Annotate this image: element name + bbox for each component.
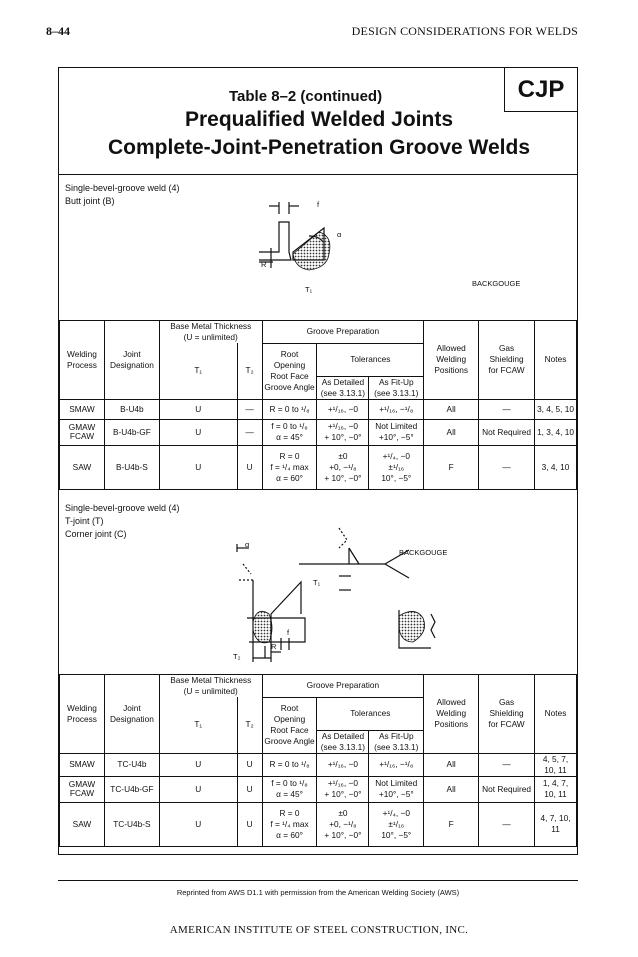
col-gas-shielding: Gas Shielding for FCAW: [479, 343, 535, 376]
t-joint-diagram: [209, 518, 539, 666]
col-T1: T₁: [159, 343, 237, 399]
butt-joint-diagram: [249, 192, 549, 310]
label-f-2: f: [287, 628, 290, 637]
table-row: SMAW B-U4b U — R = 0 to ¹/₈ +¹/₁₆, −0 +¹/₁₆, −¹/₈ All — 3, 4, 5, 10: [60, 399, 577, 419]
table-label: Table 8–2 (continued): [229, 88, 383, 105]
label-T2-2: T₂: [233, 652, 241, 661]
col-root: Root Opening Root Face Groove Angle: [262, 343, 317, 399]
cjp-badge: CJP: [504, 67, 578, 112]
label-alpha: α: [337, 230, 342, 239]
reprint-note: Reprinted from AWS D1.1 with permission from the American Welding Society (AWS): [176, 888, 460, 897]
col-notes: Notes: [535, 343, 577, 376]
joint-table-2: Base Metal Thickness (U = unlimited) Groove Preparation Welding Process Joint Designation T₁ T₂ Root Opening Root Face Groove Angle Tolerances Allowed Welding Positions Gas Shielding for FCAW Notes As Detailed (see 3.13.1) As Fit-Up (see 3.13.1) SMAW TC-U4b U U R = 0 to ¹/₈ +¹/₁₆, −0 +¹/₁₆, −¹/₈ All — 4, 5, 7, 10, 11 GMAW FCAW TC-U4b-GF U U f = 0 to ¹/₈ α = 45° +¹/₁₆, −0 + 10°, −0° Not Limited +10°, −5° All Not Required 1, 4, 7, 10, 11 SAW TC-U4b-S U U R = 0 f = ¹/₄ max α = 60° ±0 +0, −¹/₈ + 10°, −0° +¹/₄, −0 ±¹/₁₆ 10°, −5° F — 4, 7, 10, 11: [59, 674, 577, 847]
table-row: SAW B-U4b-S U U R = 0 f = ¹/₄ max α = 60° ±0 +0, −¹/₈ + 10°, −0° +¹/₄, −0 ±¹/₁₆ 10°, −5° F — 3, 4, 10: [60, 445, 577, 489]
running-title: DESIGN CONSIDERATIONS FOR WELDS: [351, 24, 578, 38]
publisher: AMERICAN INSTITUTE OF STEEL CONSTRUCTION, INC.: [169, 924, 469, 936]
table-row: SMAW TC-U4b U U R = 0 to ¹/₈ +¹/₁₆, −0 +¹/₁₆, −¹/₈ All — 4, 5, 7, 10, 11: [60, 753, 577, 776]
col-welding-process: Welding Process: [60, 343, 105, 376]
label-backgouge-2: BACKGOUGE: [399, 548, 448, 557]
col-tolerances: Tolerances: [317, 343, 424, 376]
section1-caption: Single-bevel-groove weld (4) Butt joint (B): [65, 183, 180, 206]
col-groove-prep: Groove Preparation: [262, 321, 424, 344]
label-backgouge: BACKGOUGE: [472, 279, 521, 288]
table-title-line2: Complete-Joint-Penetration Groove Welds: [108, 136, 530, 159]
table-row: GMAW FCAW TC-U4b-GF U U f = 0 to ¹/₈ α = 45° +¹/₁₆, −0 + 10°, −0° Not Limited +10°, −5° All Not Required 1, 4, 7, 10, 11: [60, 776, 577, 802]
col-as-fit-up: As Fit-Up (see 3.13.1): [369, 376, 424, 399]
label-T1: T₁: [305, 285, 313, 294]
table-row: SAW TC-U4b-S U U R = 0 f = ¹/₄ max α = 60° ±0 +0, −¹/₈ + 10°, −0° +¹/₄, −0 ±¹/₁₆ 10°, −5° F — 4, 7, 10, 11: [60, 802, 577, 846]
table-row: GMAW FCAW B-U4b-GF U — f = 0 to ¹/₈ α = 45° +¹/₁₆, −0 + 10°, −0° Not Limited +10°, −5° All Not Required 1, 3, 4, 10: [60, 419, 577, 445]
col-joint-designation: Joint Designation: [104, 343, 159, 376]
col-base-metal: Base Metal Thickness (U = unlimited): [159, 321, 262, 344]
section2-caption: Single-bevel-groove weld (4) T-joint (T) Corner joint (C): [65, 503, 180, 539]
label-R-2: R: [271, 642, 277, 651]
col-as-detailed: As Detailed (see 3.13.1): [317, 376, 369, 399]
label-R: R: [261, 260, 267, 269]
col-T2: T₂: [237, 343, 262, 399]
label-alpha-2: α: [245, 540, 250, 549]
table-frame: [58, 67, 578, 855]
joint-table-1: [59, 320, 577, 490]
footer-rule: [58, 880, 578, 881]
label-f: f: [317, 200, 320, 209]
title-separator: [59, 174, 577, 175]
col-allowed-positions: Allowed Welding Positions: [424, 343, 479, 376]
label-T1-2: T₁: [313, 578, 321, 587]
page-number: 8–44: [46, 24, 70, 38]
table-title-line1: Prequalified Welded Joints: [185, 108, 453, 131]
